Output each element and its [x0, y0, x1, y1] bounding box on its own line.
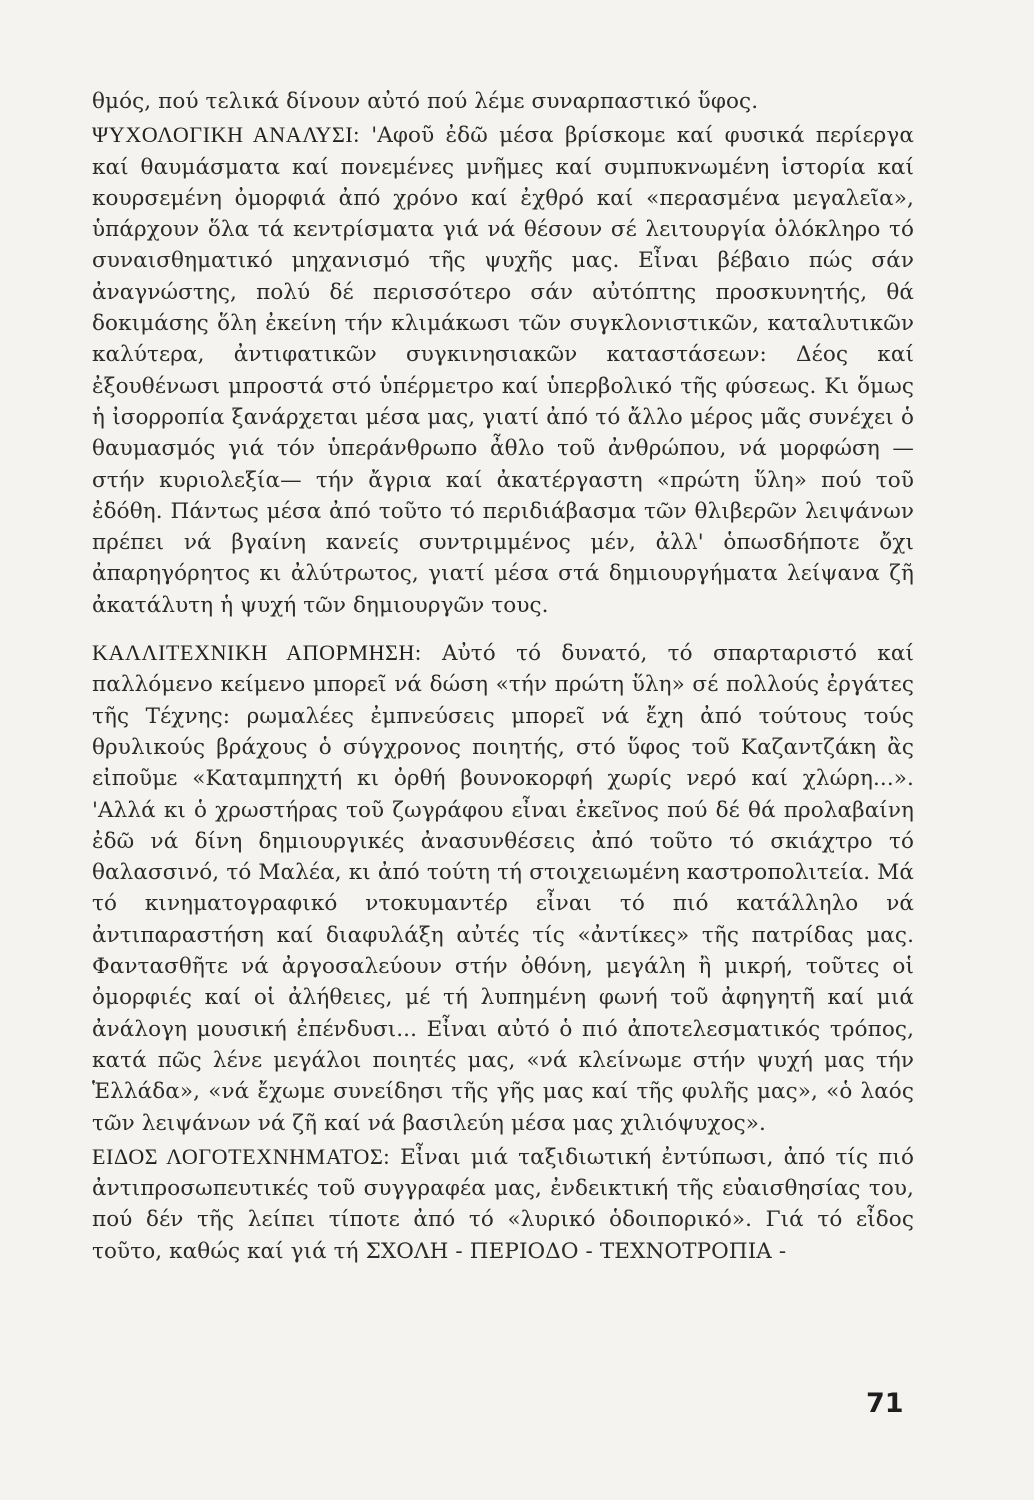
section-heading-psychological-analysis: ΨΥΧΟΛΟΓΙΚΗ ΑΝΑΛΥΣΙ: [92, 122, 361, 148]
paragraph-literary-genre [92, 1141, 914, 1267]
paragraph-psychological-analysis [92, 119, 914, 621]
book-page [92, 86, 914, 1466]
paragraph-body: Εἶναι μιά ταξιδιωτική ἐντύπωσι, ἀπό τίς πιό ἀντιπροσωπευτικές τοῦ συγγραφέα μας, ἐνδεικτική τῆς εὐαισθησίας του, πού δέν τῆς λείπει τίποτε ἀπό τό «λυρικό ὁδοιπορικό». Γιά τό εἶδος τοῦτο, καθώς καί γιά τή ΣΧΟΛΗ - ΠΕΡΙΟΔΟ - ΤΕΧΝΟΤΡΟΠΙΑ - [92, 1144, 914, 1264]
paragraph-body: Αὐτό τό δυνατό, τό σπαρταριστό καί παλλόμενο κείμενο μπορεῖ νά δώση «τήν πρώτη ὕλη» σέ πολλούς ἐργάτες τῆς Τέχνης: ρωμαλέες ἐμπνεύσεις μπορεῖ νά ἔχη ἀπό τούτους τούς θρυλικούς βράχους ὁ σύγχρονος ποιητής, στό ὕφος τοῦ Καζαντζάκη ἂς εἰποῦμε «Καταμπηχτή κι ὀρθή βουνοκορφή χωρίς νερό καί χλώρη...». 'Αλλά κι ὁ χρωστήρας τοῦ ζωγράφου εἶναι ἐκεῖνος πού δέ θά προλαβαίνη ἐδῶ νά δίνη δημιουργικές ἀνασυνθέσεις ἀπό τοῦτο τό σκιάχτρο τό θαλασσινό, τό Μαλέα, κι ἀπό τούτη τή στοιχειωμένη καστροπολιτεία. Μά τό κινηματογραφικό ντοκυμαντέρ εἶναι τό πιό κατάλληλο νά ἀντιπαραστήση καί διαφυλάξη αὐτές τίς «ἀντίκες» τῆς πατρίδας μας. Φαντασθῆτε νά ἀργοσαλεύουν στήν ὀθόνη, μεγάλη ἢ μικρή, τοῦτες οἱ ὀμορφιές καί οἱ ἀλήθειες, μέ τή λυπημένη φωνή τοῦ ἀφηγητῆ καί μιά ἀνάλογη μουσική ἐπένδυσι... Εἶναι αὐτό ὁ πιό ἀποτελεσματικός τρόπος, κατά πῶς λένε μεγάλοι ποιητές μας, «νά κλείνωμε στήν ψυχή μας τήν Ἑλλάδα», «νά ἔχωμε συνείδησι τῆς γῆς μας καί τῆς φυλῆς μας», «ὁ λαός τῶν λειψάνων νά ζῆ καί νά βασιλεύη μέσα μας χιλιόψυχος». [92, 641, 914, 1136]
paragraph-artistic-impulse [92, 637, 914, 1139]
section-heading-literary-genre: ΕΙΔΟΣ ΛΟΓΟΤΕΧΝΗΜΑΤΟΣ: [92, 1143, 391, 1169]
section-heading-artistic-impulse: ΚΑΛΛΙΤΕΧΝΙΚΗ ΑΠΟΡΜΗΣΗ: [92, 640, 422, 666]
paragraph-body: 'Αφοῦ ἐδῶ μέσα βρίσκομε καί φυσικά περίεργα καί θαυμάσματα καί πονεμένες μνῆμες καί συμπυκνωμένη ἱστορία καί κουρσεμένη ὀμορφιά ἀπό χρόνο καί ἐχθρό καί «περασμένα μεγαλεῖα», ὑπάρχουν ὅλα τά κεντρίσματα γιά νά θέσουν σέ λειτουργία ὁλόκληρο τό συναισθηματικό μηχανισμό τῆς ψυχῆς μας. Εἶναι βέβαιο πώς σάν ἀναγνώστης, πολύ δέ περισσότερο σάν αὐτόπτης προσκυνητής, θά δοκιμάσης ὅλη ἐκείνη τήν κλιμάκωσι τῶν συγκλονιστικῶν, καταλυτικῶν καλύτερα, ἀντιφατικῶν συγκινησιακῶν καταστάσεων: Δέος καί ἐξουθένωσι μπροστά στό ὑπέρμετρο καί ὑπερβολικό τῆς φύσεως. Κι ὅμως ἡ ἰσορροπία ξανάρχεται μέσα μας, γιατί ἀπό τό ἄλλο μέρος μᾶς συνέχει ὁ θαυμασμός γιά τόν ὑπεράνθρωπο ἆθλο τοῦ ἀνθρώπου, νά μορφώση —στήν κυριολεξία— τήν ἄγρια καί ἀκατέργαστη «πρώτη ὕλη» πού τοῦ ἐδόθη. Πάντως μέσα ἀπό τοῦτο τό περιδιάβασμα τῶν θλιβερῶν λειψάνων πρέπει νά βγαίνη κανείς συντριμμένος μέν, ἀλλ' ὁπωσδήποτε ὄχι ἀπαρηγόρητος κι ἀλύτρωτος, γιατί μέσα στά δημιουργήματα λείψανα ζῆ ἀκατάλυτη ἡ ψυχή τῶν δημιουργῶν τους. [92, 123, 914, 618]
paragraph-body: θμός, πού τελικά δίνουν αὐτό πού λέμε συναρπαστικό ὕφος. [92, 89, 759, 114]
page-number: 71 [866, 1388, 904, 1419]
page-text-body [92, 86, 914, 1267]
paragraph-intro-continuation [92, 86, 914, 117]
